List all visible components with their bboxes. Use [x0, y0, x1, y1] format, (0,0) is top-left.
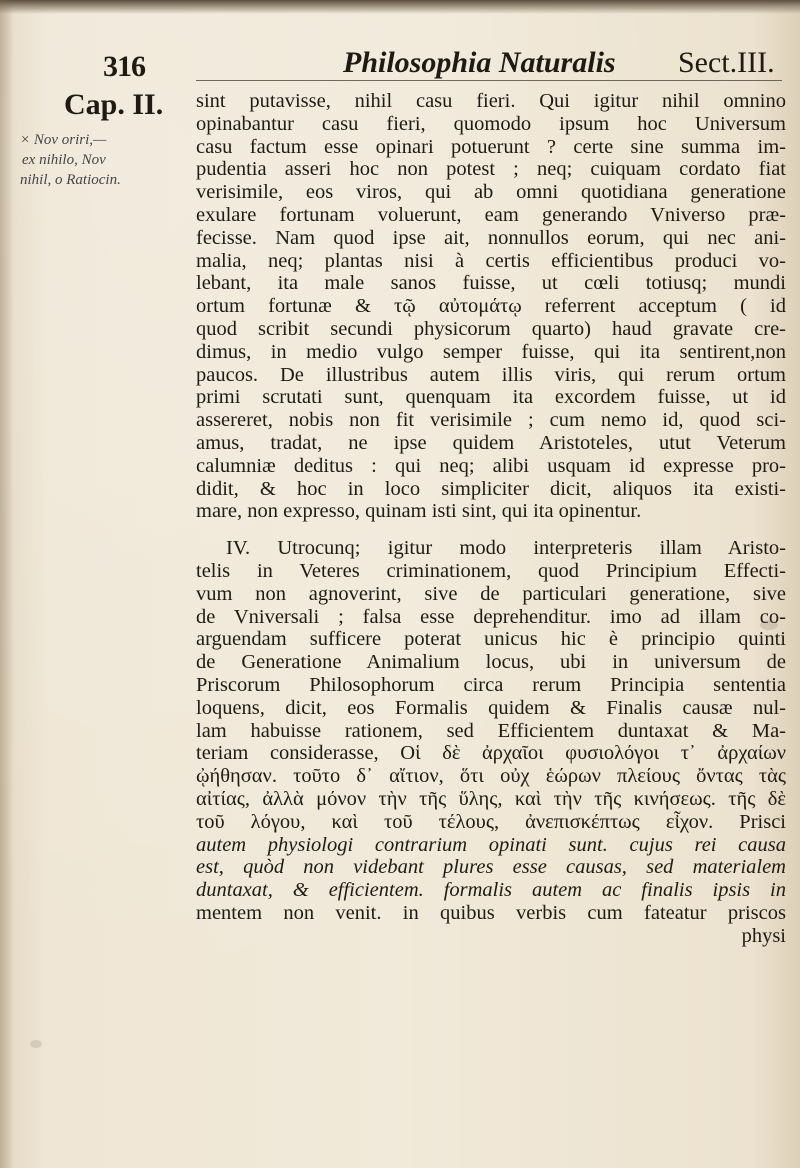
text-line: vum non agnoverint, sive de particulari generatione, sive: [196, 582, 786, 605]
text-line: lebant, ita male sanos fuisse, ut cœli totiusq; mundi: [196, 272, 786, 295]
text-line: opinabantur casu fieri, quomodo ipsum hoc Universum: [196, 112, 786, 135]
handwritten-margin-note: ex nihilo, Nov: [22, 152, 106, 168]
text-line: fecisse. Nam quod ipse ait, nonnullos eorum, qui nec ani-: [196, 226, 786, 249]
text-line: exulare fortunam voluerunt, eam generando Vniverso præ-: [196, 203, 786, 226]
paragraph-start-line: IV. Utrocunq; igitur modo interpreteris illam Aristo-: [226, 537, 786, 560]
section-label: Sect.III.: [678, 46, 775, 79]
ink-smudge: [30, 1040, 42, 1048]
catchword: physi: [741, 924, 786, 947]
text-line: de Vniversali ; falsa esse deprehenditur. imo ad illam co-: [196, 605, 786, 628]
text-line: primi scrutati sunt, quenquam ita excordem fuisse, ut id: [196, 386, 786, 409]
text-line: pudentia asseri hoc non potest ; neq; cuiquam cordato fiat: [196, 158, 786, 181]
handwritten-margin-note: × Nov oriri,—: [20, 132, 107, 148]
text-line: assereret, nobis non fit verisimile ; cum nemo id, quod sci-: [196, 409, 786, 432]
chapter-marginal-heading: Cap. II.: [64, 88, 164, 121]
ink-smudge: [760, 620, 778, 630]
italic-translation-line: autem physiologi contrarium opinati sunt. cujus rei causa: [196, 833, 786, 856]
text-line: ortum fortunæ & τῷ αὐτομάτῳ referrent acceptum ( id: [196, 295, 786, 318]
page-top-edge: [0, 0, 800, 14]
header-rule: [196, 80, 782, 81]
greek-quotation-line: τοῦ λόγου, καὶ τοῦ τέλους, ἀνεπισκέπτως εἶχον. Prisci: [196, 810, 786, 833]
greek-quotation-line: αἰτίας, ἀλλὰ μόνον τὴν τῆς ὕλης, καὶ τὴν τῆς κινήσεως. τῆς δὲ: [196, 787, 786, 810]
running-title: Philosophia Naturalis: [343, 46, 616, 79]
text-line: verisimile, eos viros, qui ab omni quotidiana generatione: [196, 181, 786, 204]
page-binding-shadow: [0, 0, 14, 1168]
text-line: malia, neq; plantas nisi à certis efficientibus produci vo-: [196, 249, 786, 272]
text-line: de Generatione Animalium locus, ubi in universum de: [196, 651, 786, 674]
body-text: [196, 90, 786, 947]
text-line: casu factum esse opinari potuerunt ? certe sine summa im-: [196, 135, 786, 158]
text-line: amus, tradat, ne ipse quidem Aristoteles, utut Veterum: [196, 431, 786, 454]
text-line: quod scribit secundi physicorum quarto) haud gravate cre-: [196, 317, 786, 340]
text-line: paucos. De illustribus autem illis viris, qui rerum ortum: [196, 363, 786, 386]
handwritten-margin-note: nihil, o Ratiocin.: [20, 172, 121, 188]
text-line: lam habuisse rationem, sed Efficientem duntaxat & Ma-: [196, 719, 786, 742]
text-line: Priscorum Philosophorum circa rerum Principia sententia: [196, 673, 786, 696]
text-line: mentem non venit. in quibus verbis cum fateatur priscos: [196, 901, 786, 924]
text-line: mare, non expresso, quinam isti sint, qui ita opinentur.: [196, 500, 642, 523]
text-line: calumniæ deditus : qui neq; alibi usquam id expresse pro-: [196, 454, 786, 477]
text-line: teriam considerasse, Οἱ δὲ ἀρχαῖοι φυσιολόγοι τ᾽ ἀρχαίων: [196, 742, 786, 765]
page-number: 316: [103, 50, 145, 83]
text-line: loquens, dicit, eos Formalis quidem & Finalis causæ nul-: [196, 696, 786, 719]
greek-quotation-line: ᾠήθησαν. τοῦτο δ᾽ αἴτιον, ὅτι οὐχ ἑώρων πλείους ὄντας τὰς: [196, 765, 786, 788]
text-line: didit, & hoc in loco simpliciter dicit, aliquos ita existi-: [196, 477, 786, 500]
text-line: arguendam sufficere poterat unicus hic è principio quinti: [196, 628, 786, 651]
text-line: sint putavisse, nihil casu fieri. Qui igitur nihil omnino: [196, 90, 786, 112]
italic-translation-line: est, quòd non videbant plures esse causas, sed materialem: [196, 856, 786, 879]
text-line: dimus, in medio vulgo semper fuisse, qui ita sentirent,non: [196, 340, 786, 363]
italic-translation-line: duntaxat, & efficientem. formalis autem ac finalis ipsis in: [196, 879, 786, 902]
text-line: telis in Veteres criminationem, quod Principium Effecti-: [196, 559, 786, 582]
